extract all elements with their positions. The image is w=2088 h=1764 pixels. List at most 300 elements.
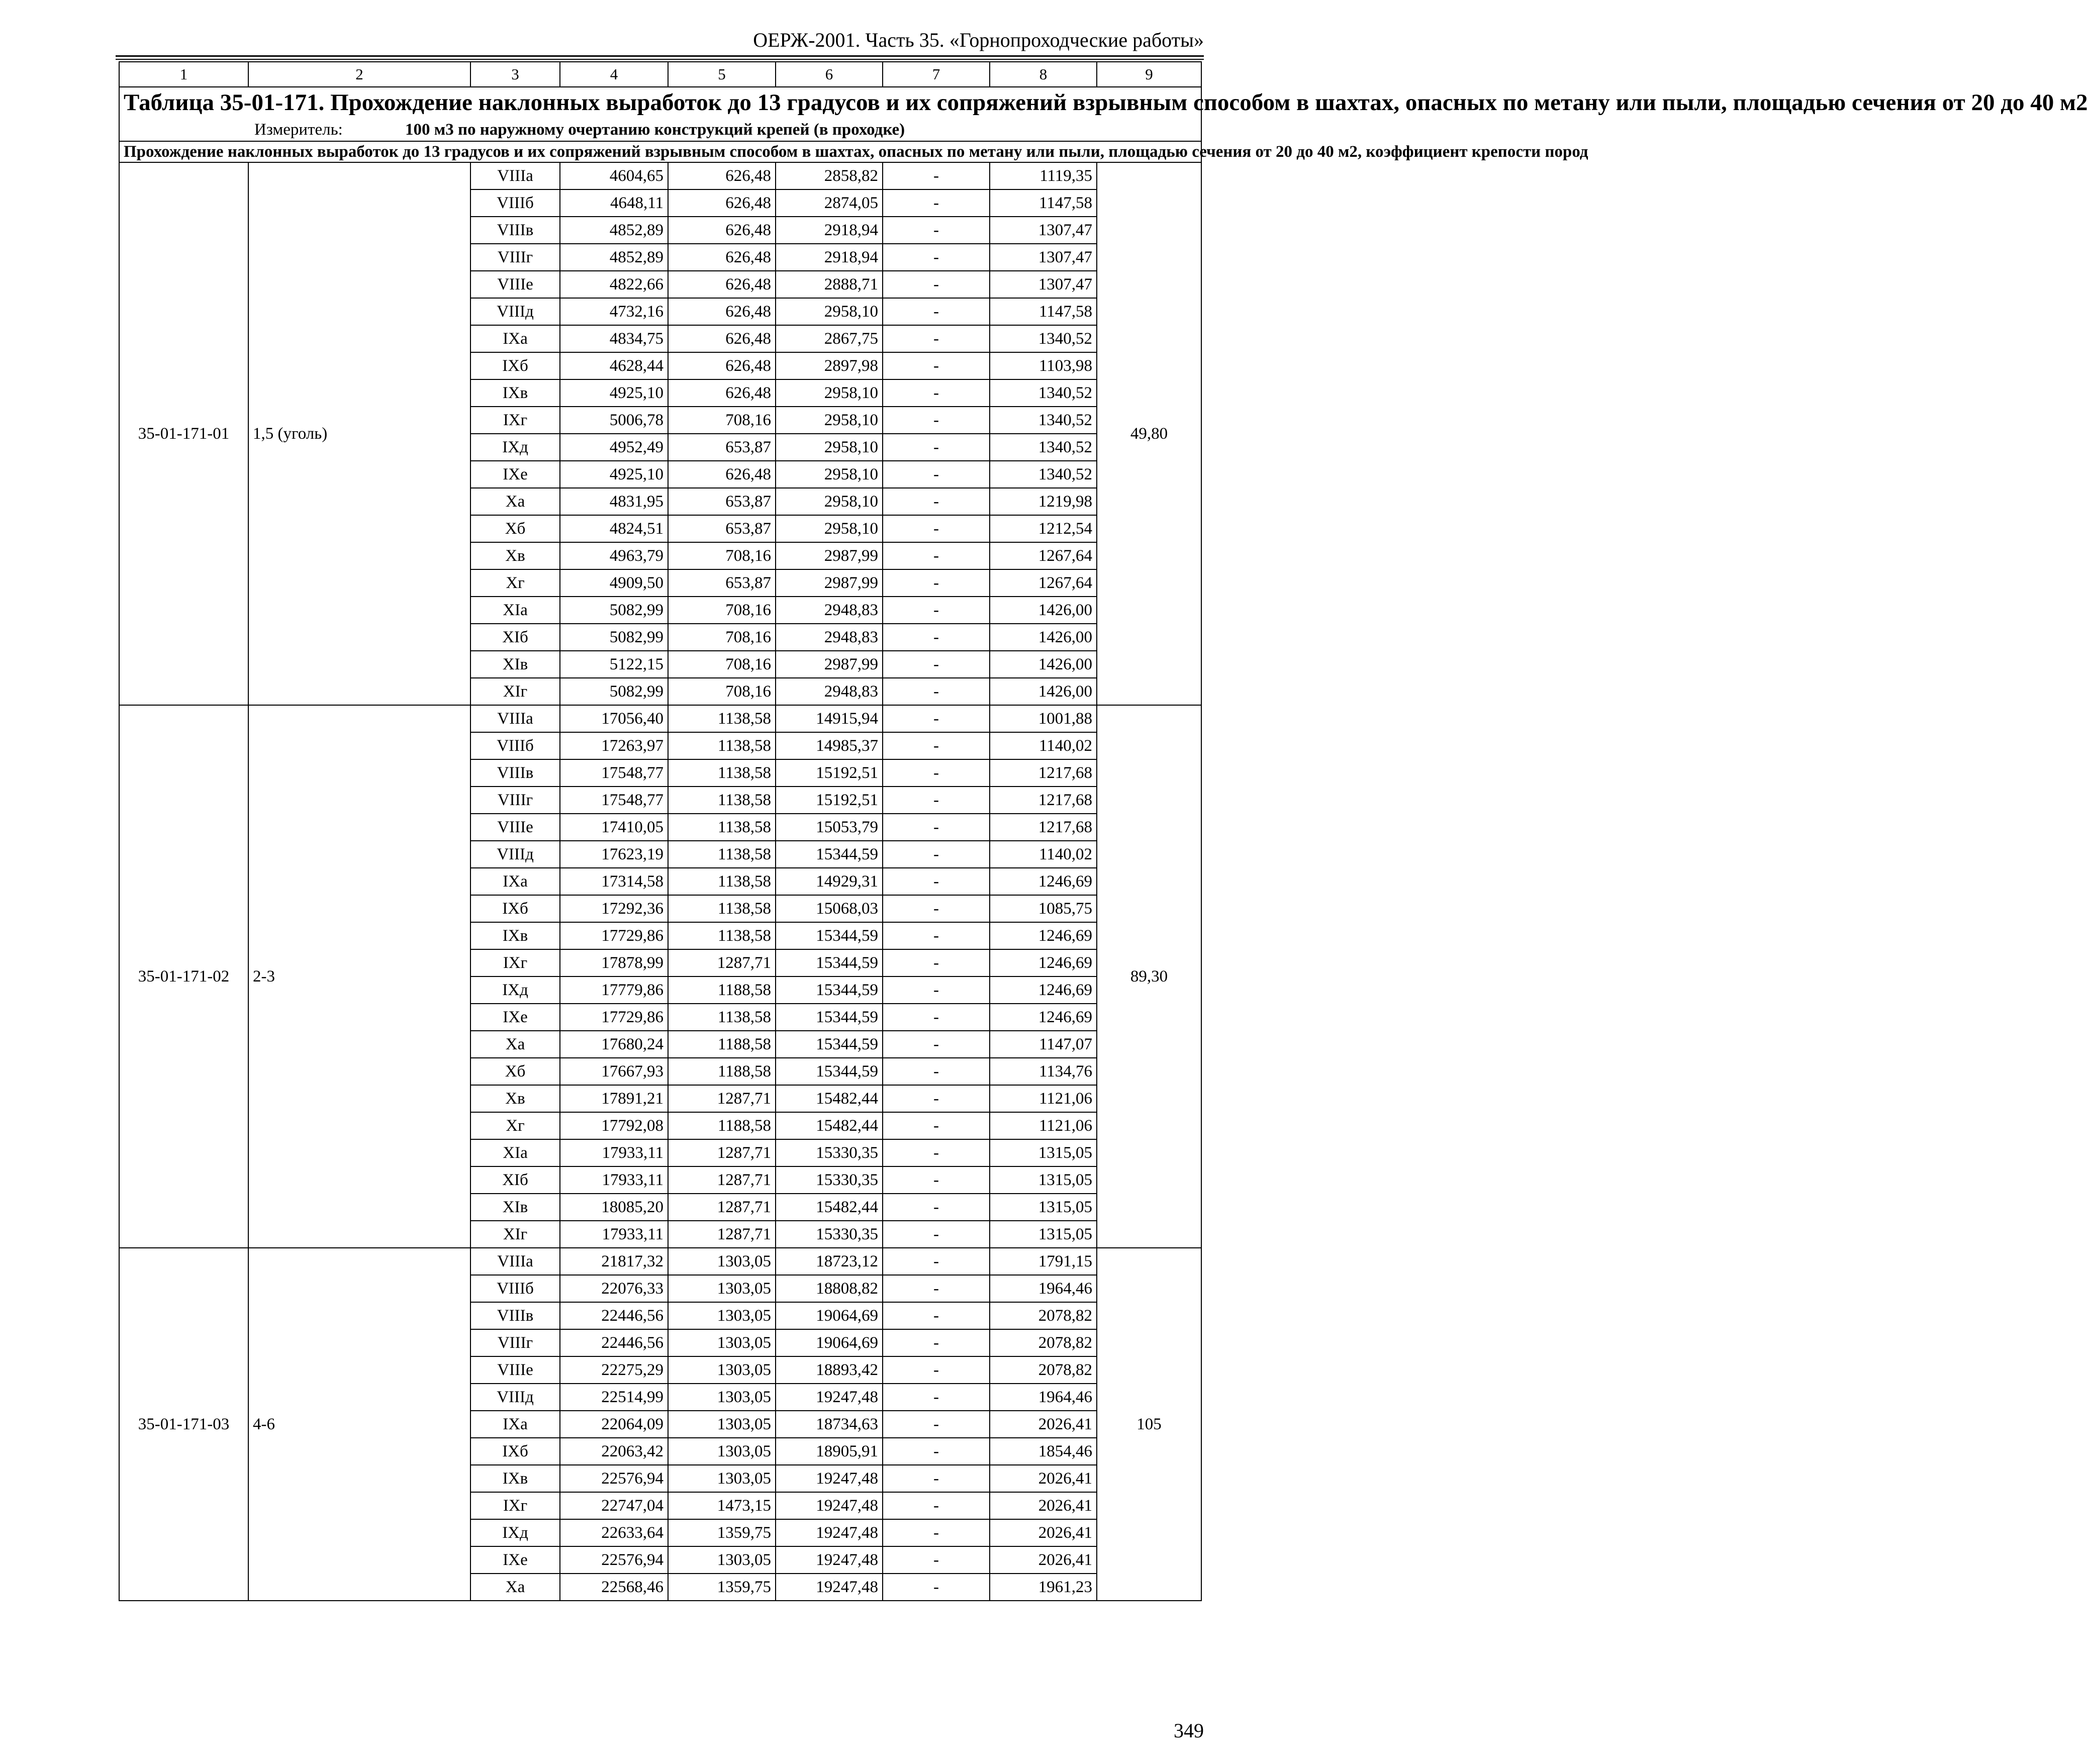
machine-costs: 2958,10 <box>776 407 883 434</box>
driver-wages: - <box>883 1004 990 1031</box>
materials-costs: 1315,05 <box>990 1194 1097 1221</box>
machine-costs: 19247,48 <box>776 1384 883 1411</box>
driver-wages: - <box>883 651 990 678</box>
labor-costs: 1138,58 <box>668 705 776 732</box>
driver-wages: - <box>883 1356 990 1384</box>
labor-costs: 626,48 <box>668 244 776 271</box>
labor-costs: 1287,71 <box>668 949 776 976</box>
labor-costs: 1287,71 <box>668 1085 776 1112</box>
direct-costs: 22633,64 <box>560 1519 668 1546</box>
driver-wages: - <box>883 407 990 434</box>
column-number-row <box>119 62 1201 87</box>
labor-costs: 1188,58 <box>668 976 776 1004</box>
materials-costs: 1147,58 <box>990 189 1097 217</box>
materials-costs: 1217,68 <box>990 814 1097 841</box>
rock-class: VIIIг <box>470 1329 560 1356</box>
meter-label: Измеритель: <box>254 121 343 139</box>
machine-costs: 15344,59 <box>776 1058 883 1085</box>
direct-costs: 22747,04 <box>560 1492 668 1519</box>
driver-wages: - <box>883 1248 990 1275</box>
driver-wages: - <box>883 461 990 488</box>
materials-costs: 1246,69 <box>990 1004 1097 1031</box>
materials-costs: 1426,00 <box>990 597 1097 624</box>
labor-costs: 1303,05 <box>668 1438 776 1465</box>
rock-class: VIIIг <box>470 787 560 814</box>
labor-costs: 626,48 <box>668 461 776 488</box>
driver-wages: - <box>883 1438 990 1465</box>
labor-costs: 1359,75 <box>668 1574 776 1601</box>
machine-costs: 2918,94 <box>776 217 883 244</box>
direct-costs: 4925,10 <box>560 461 668 488</box>
direct-costs: 22076,33 <box>560 1275 668 1302</box>
machine-costs: 19247,48 <box>776 1492 883 1519</box>
labor-costs: 1303,05 <box>668 1329 776 1356</box>
materials-costs: 1854,46 <box>990 1438 1097 1465</box>
labor-costs: 653,87 <box>668 515 776 542</box>
direct-costs: 4648,11 <box>560 189 668 217</box>
driver-wages: - <box>883 488 990 515</box>
materials-costs: 1121,06 <box>990 1112 1097 1139</box>
materials-costs: 1134,76 <box>990 1058 1097 1085</box>
machine-costs: 2958,10 <box>776 379 883 407</box>
rock-class: IXа <box>470 325 560 352</box>
direct-costs: 17292,36 <box>560 895 668 922</box>
labor-costs: 1138,58 <box>668 759 776 787</box>
driver-wages: - <box>883 949 990 976</box>
machine-costs: 15053,79 <box>776 814 883 841</box>
driver-wages: - <box>883 434 990 461</box>
materials-costs: 1961,23 <box>990 1574 1097 1601</box>
rock-class: VIIIд <box>470 298 560 325</box>
direct-costs: 22576,94 <box>560 1546 668 1574</box>
rock-class: VIIIв <box>470 759 560 787</box>
meter-line <box>124 119 1197 141</box>
rock-class: IXг <box>470 949 560 976</box>
rock-class: IXб <box>470 1438 560 1465</box>
rock-class: VIIIд <box>470 1384 560 1411</box>
rock-class: XIа <box>470 597 560 624</box>
driver-wages: - <box>883 189 990 217</box>
driver-wages: - <box>883 1031 990 1058</box>
labor-costs: 1287,71 <box>668 1221 776 1248</box>
column-number: 7 <box>883 62 990 87</box>
direct-costs: 17878,99 <box>560 949 668 976</box>
labor-costs: 626,48 <box>668 379 776 407</box>
direct-costs: 22514,99 <box>560 1384 668 1411</box>
machine-costs: 2987,99 <box>776 569 883 597</box>
driver-wages: - <box>883 515 990 542</box>
rock-class: Xг <box>470 1112 560 1139</box>
column-number: 8 <box>990 62 1097 87</box>
direct-costs: 17314,58 <box>560 868 668 895</box>
materials-costs: 1121,06 <box>990 1085 1097 1112</box>
table-subtitle-row <box>119 141 1201 162</box>
rock-hardness: 1,5 (уголь) <box>248 162 470 705</box>
labor-costs: 626,48 <box>668 325 776 352</box>
rock-class: XIб <box>470 1166 560 1194</box>
labor-costs: 708,16 <box>668 678 776 705</box>
rock-class: Xб <box>470 515 560 542</box>
rock-class: XIг <box>470 1221 560 1248</box>
machine-costs: 14929,31 <box>776 868 883 895</box>
rock-class: IXв <box>470 1465 560 1492</box>
driver-wages: - <box>883 624 990 651</box>
rock-class: XIа <box>470 1139 560 1166</box>
driver-wages: - <box>883 678 990 705</box>
materials-costs: 2026,41 <box>990 1519 1097 1546</box>
driver-wages: - <box>883 868 990 895</box>
direct-costs: 4852,89 <box>560 244 668 271</box>
direct-costs: 17410,05 <box>560 814 668 841</box>
labor-costs: 653,87 <box>668 434 776 461</box>
column-number: 4 <box>560 62 668 87</box>
machine-costs: 18905,91 <box>776 1438 883 1465</box>
rock-class: IXд <box>470 434 560 461</box>
column-number: 1 <box>119 62 248 87</box>
materials-costs: 1315,05 <box>990 1139 1097 1166</box>
table-row <box>119 162 1201 189</box>
header-rule-secondary <box>116 59 1204 60</box>
materials-costs: 1315,05 <box>990 1221 1097 1248</box>
driver-wages: - <box>883 1384 990 1411</box>
direct-costs: 17263,97 <box>560 732 668 759</box>
driver-wages: - <box>883 705 990 732</box>
rock-hardness: 2-3 <box>248 705 470 1248</box>
labor-costs: 1188,58 <box>668 1031 776 1058</box>
driver-wages: - <box>883 895 990 922</box>
labor-costs: 1287,71 <box>668 1194 776 1221</box>
materials-costs: 1426,00 <box>990 678 1097 705</box>
rock-class: VIIIе <box>470 271 560 298</box>
rock-class: Xа <box>470 488 560 515</box>
driver-wages: - <box>883 1166 990 1194</box>
rock-class: XIб <box>470 624 560 651</box>
machine-costs: 19064,69 <box>776 1329 883 1356</box>
machine-costs: 15192,51 <box>776 759 883 787</box>
driver-wages: - <box>883 1058 990 1085</box>
materials-costs: 2026,41 <box>990 1492 1097 1519</box>
rock-class: XIг <box>470 678 560 705</box>
materials-costs: 1140,02 <box>990 732 1097 759</box>
machine-costs: 18734,63 <box>776 1411 883 1438</box>
machine-costs: 19247,48 <box>776 1519 883 1546</box>
driver-wages: - <box>883 1546 990 1574</box>
driver-wages: - <box>883 1329 990 1356</box>
driver-wages: - <box>883 1465 990 1492</box>
driver-wages: - <box>883 162 990 189</box>
materials-costs: 1246,69 <box>990 868 1097 895</box>
direct-costs: 21817,32 <box>560 1248 668 1275</box>
direct-costs: 17680,24 <box>560 1031 668 1058</box>
labor-costs: 1303,05 <box>668 1275 776 1302</box>
labor-costs: 1287,71 <box>668 1166 776 1194</box>
machine-costs: 15330,35 <box>776 1166 883 1194</box>
labor-costs: 708,16 <box>668 597 776 624</box>
machine-costs: 2987,99 <box>776 651 883 678</box>
labor-costs: 626,48 <box>668 352 776 379</box>
materials-mass: 89,30 <box>1097 705 1201 1248</box>
direct-costs: 17792,08 <box>560 1112 668 1139</box>
direct-costs: 17933,11 <box>560 1139 668 1166</box>
driver-wages: - <box>883 1112 990 1139</box>
direct-costs: 22446,56 <box>560 1302 668 1329</box>
norm-code: 35-01-171-03 <box>119 1248 248 1601</box>
materials-costs: 1140,02 <box>990 841 1097 868</box>
machine-costs: 2948,83 <box>776 678 883 705</box>
labor-costs: 1473,15 <box>668 1492 776 1519</box>
rock-class: IXа <box>470 1411 560 1438</box>
driver-wages: - <box>883 1275 990 1302</box>
meter-value: 100 м3 по наружному очертанию конструкций крепей (в проходке) <box>405 121 905 139</box>
driver-wages: - <box>883 732 990 759</box>
materials-costs: 1426,00 <box>990 624 1097 651</box>
labor-costs: 1303,05 <box>668 1248 776 1275</box>
labor-costs: 1303,05 <box>668 1411 776 1438</box>
materials-costs: 1147,58 <box>990 298 1097 325</box>
direct-costs: 17548,77 <box>560 787 668 814</box>
materials-costs: 2078,82 <box>990 1329 1097 1356</box>
rock-class: VIIIв <box>470 217 560 244</box>
materials-costs: 1307,47 <box>990 217 1097 244</box>
materials-costs: 1246,69 <box>990 949 1097 976</box>
driver-wages: - <box>883 814 990 841</box>
machine-costs: 15192,51 <box>776 787 883 814</box>
rock-class: VIIIб <box>470 189 560 217</box>
direct-costs: 17729,86 <box>560 922 668 949</box>
materials-costs: 2026,41 <box>990 1546 1097 1574</box>
rock-class: IXв <box>470 922 560 949</box>
direct-costs: 22568,46 <box>560 1574 668 1601</box>
materials-costs: 1217,68 <box>990 787 1097 814</box>
labor-costs: 1138,58 <box>668 868 776 895</box>
header-rule <box>116 55 1204 57</box>
driver-wages: - <box>883 569 990 597</box>
machine-costs: 19247,48 <box>776 1574 883 1601</box>
table-row <box>119 1248 1201 1275</box>
labor-costs: 1138,58 <box>668 732 776 759</box>
rock-class: VIIIв <box>470 1302 560 1329</box>
direct-costs: 5006,78 <box>560 407 668 434</box>
rock-class: IXв <box>470 379 560 407</box>
materials-costs: 1340,52 <box>990 379 1097 407</box>
direct-costs: 5082,99 <box>560 624 668 651</box>
labor-costs: 1138,58 <box>668 841 776 868</box>
direct-costs: 17779,86 <box>560 976 668 1004</box>
machine-costs: 2888,71 <box>776 271 883 298</box>
machine-costs: 15344,59 <box>776 922 883 949</box>
driver-wages: - <box>883 787 990 814</box>
machine-costs: 19247,48 <box>776 1546 883 1574</box>
direct-costs: 4952,49 <box>560 434 668 461</box>
labor-costs: 708,16 <box>668 542 776 569</box>
rock-class: IXг <box>470 1492 560 1519</box>
materials-costs: 1340,52 <box>990 325 1097 352</box>
labor-costs: 1303,05 <box>668 1465 776 1492</box>
materials-costs: 1307,47 <box>990 271 1097 298</box>
labor-costs: 708,16 <box>668 407 776 434</box>
rock-class: Xв <box>470 542 560 569</box>
driver-wages: - <box>883 1519 990 1546</box>
machine-costs: 2987,99 <box>776 542 883 569</box>
machine-costs: 14915,94 <box>776 705 883 732</box>
column-number: 5 <box>668 62 776 87</box>
direct-costs: 17667,93 <box>560 1058 668 1085</box>
column-number: 9 <box>1097 62 1201 87</box>
machine-costs: 2874,05 <box>776 189 883 217</box>
machine-costs: 2958,10 <box>776 434 883 461</box>
column-number: 2 <box>248 62 470 87</box>
labor-costs: 653,87 <box>668 569 776 597</box>
rock-class: IXе <box>470 1004 560 1031</box>
labor-costs: 653,87 <box>668 488 776 515</box>
machine-costs: 15344,59 <box>776 841 883 868</box>
rock-class: IXб <box>470 895 560 922</box>
labor-costs: 1303,05 <box>668 1356 776 1384</box>
rock-class: VIIIа <box>470 705 560 732</box>
rock-class: VIIIа <box>470 162 560 189</box>
direct-costs: 17933,11 <box>560 1221 668 1248</box>
machine-costs: 15330,35 <box>776 1221 883 1248</box>
rock-class: IXа <box>470 868 560 895</box>
machine-costs: 19064,69 <box>776 1302 883 1329</box>
rock-class: VIIIе <box>470 1356 560 1384</box>
driver-wages: - <box>883 1492 990 1519</box>
machine-costs: 15344,59 <box>776 949 883 976</box>
direct-costs: 5082,99 <box>560 678 668 705</box>
materials-costs: 2026,41 <box>990 1465 1097 1492</box>
machine-costs: 2958,10 <box>776 298 883 325</box>
machine-costs: 18808,82 <box>776 1275 883 1302</box>
direct-costs: 4831,95 <box>560 488 668 515</box>
norm-code: 35-01-171-01 <box>119 162 248 705</box>
materials-costs: 1103,98 <box>990 352 1097 379</box>
materials-costs: 1340,52 <box>990 434 1097 461</box>
machine-costs: 15482,44 <box>776 1085 883 1112</box>
direct-costs: 22063,42 <box>560 1438 668 1465</box>
machine-costs: 15344,59 <box>776 1031 883 1058</box>
labor-costs: 1138,58 <box>668 814 776 841</box>
labor-costs: 626,48 <box>668 217 776 244</box>
labor-costs: 1138,58 <box>668 787 776 814</box>
rock-class: Xб <box>470 1058 560 1085</box>
labor-costs: 1359,75 <box>668 1519 776 1546</box>
driver-wages: - <box>883 271 990 298</box>
machine-costs: 19247,48 <box>776 1465 883 1492</box>
norm-code: 35-01-171-02 <box>119 705 248 1248</box>
driver-wages: - <box>883 976 990 1004</box>
driver-wages: - <box>883 1411 990 1438</box>
direct-costs: 17623,19 <box>560 841 668 868</box>
rock-class: VIIIа <box>470 1248 560 1275</box>
materials-costs: 1791,15 <box>990 1248 1097 1275</box>
direct-costs: 22576,94 <box>560 1465 668 1492</box>
table-title-row <box>119 87 1201 141</box>
materials-costs: 2026,41 <box>990 1411 1097 1438</box>
rock-class: IXе <box>470 1546 560 1574</box>
direct-costs: 4732,16 <box>560 298 668 325</box>
materials-costs: 1964,46 <box>990 1384 1097 1411</box>
rock-class: VIIIб <box>470 732 560 759</box>
direct-costs: 4852,89 <box>560 217 668 244</box>
table-title: Таблица 35-01-171. Прохождение наклонных выработок до 13 градусов и их сопряжений взрывным способом в шахтах, опасных по метану или пыли, площадью сечения от 20 до 40 м2 <box>124 89 2088 116</box>
rock-class: IXе <box>470 461 560 488</box>
machine-costs: 2897,98 <box>776 352 883 379</box>
machine-costs: 15330,35 <box>776 1139 883 1166</box>
direct-costs: 18085,20 <box>560 1194 668 1221</box>
materials-costs: 1964,46 <box>990 1275 1097 1302</box>
table-row <box>119 705 1201 732</box>
materials-costs: 1119,35 <box>990 162 1097 189</box>
page-number: 349 <box>1174 1719 1204 1742</box>
driver-wages: - <box>883 1085 990 1112</box>
driver-wages: - <box>883 542 990 569</box>
labor-costs: 1303,05 <box>668 1302 776 1329</box>
driver-wages: - <box>883 325 990 352</box>
rock-class: VIIIб <box>470 1275 560 1302</box>
machine-costs: 15068,03 <box>776 895 883 922</box>
direct-costs: 4925,10 <box>560 379 668 407</box>
rock-hardness: 4-6 <box>248 1248 470 1601</box>
column-number: 3 <box>470 62 560 87</box>
labor-costs: 708,16 <box>668 624 776 651</box>
machine-costs: 2958,10 <box>776 488 883 515</box>
materials-costs: 1219,98 <box>990 488 1097 515</box>
driver-wages: - <box>883 841 990 868</box>
driver-wages: - <box>883 1194 990 1221</box>
rock-class: Xа <box>470 1031 560 1058</box>
labor-costs: 626,48 <box>668 162 776 189</box>
running-title: ОЕРЖ-2001. Часть 35. «Горнопроходческие работы» <box>753 29 1204 51</box>
driver-wages: - <box>883 352 990 379</box>
direct-costs: 4822,66 <box>560 271 668 298</box>
driver-wages: - <box>883 1221 990 1248</box>
materials-costs: 1267,64 <box>990 569 1097 597</box>
direct-costs: 4834,75 <box>560 325 668 352</box>
column-number: 6 <box>776 62 883 87</box>
materials-costs: 1307,47 <box>990 244 1097 271</box>
direct-costs: 4909,50 <box>560 569 668 597</box>
materials-costs: 2078,82 <box>990 1356 1097 1384</box>
materials-costs: 1340,52 <box>990 407 1097 434</box>
driver-wages: - <box>883 217 990 244</box>
machine-costs: 15344,59 <box>776 1004 883 1031</box>
labor-costs: 1188,58 <box>668 1058 776 1085</box>
rock-class: VIIIг <box>470 244 560 271</box>
machine-costs: 14985,37 <box>776 732 883 759</box>
materials-mass: 49,80 <box>1097 162 1201 705</box>
labor-costs: 1303,05 <box>668 1384 776 1411</box>
materials-costs: 1426,00 <box>990 651 1097 678</box>
driver-wages: - <box>883 1574 990 1601</box>
rock-class: IXг <box>470 407 560 434</box>
driver-wages: - <box>883 1139 990 1166</box>
materials-costs: 1001,88 <box>990 705 1097 732</box>
direct-costs: 4963,79 <box>560 542 668 569</box>
materials-costs: 1085,75 <box>990 895 1097 922</box>
labor-costs: 708,16 <box>668 651 776 678</box>
direct-costs: 22275,29 <box>560 1356 668 1384</box>
labor-costs: 1138,58 <box>668 895 776 922</box>
labor-costs: 1188,58 <box>668 1112 776 1139</box>
labor-costs: 1303,05 <box>668 1546 776 1574</box>
table-subtitle: Прохождение наклонных выработок до 13 градусов и их сопряжений взрывным способом в шахтах, опасных по метану или пыли, площадью сечения от 20 до 40 м2, коэффициент крепости пород <box>119 141 1201 162</box>
materials-costs: 1212,54 <box>990 515 1097 542</box>
driver-wages: - <box>883 597 990 624</box>
machine-costs: 2867,75 <box>776 325 883 352</box>
machine-costs: 18893,42 <box>776 1356 883 1384</box>
machine-costs: 2948,83 <box>776 597 883 624</box>
labor-costs: 1138,58 <box>668 1004 776 1031</box>
